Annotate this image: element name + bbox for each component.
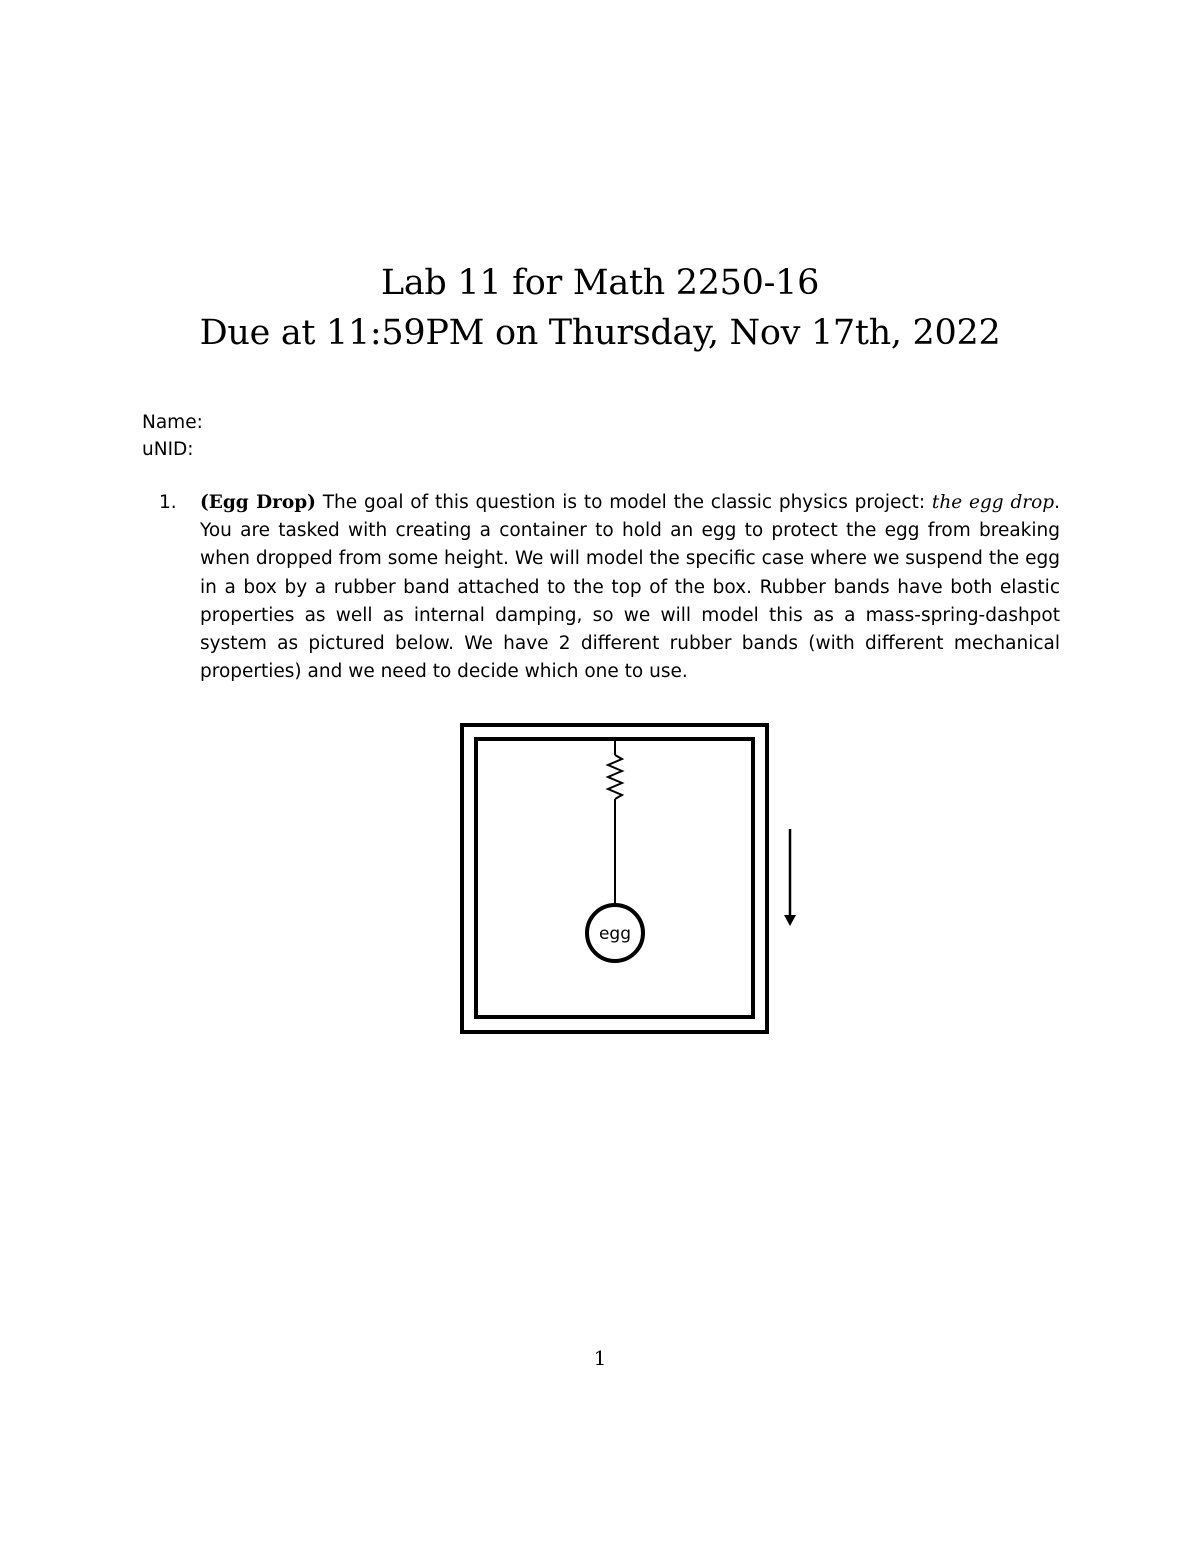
question-text (200, 489, 1060, 686)
page-number: 1 (593, 1346, 607, 1370)
document-title: Lab 11 for Math 2250-16 (380, 263, 820, 303)
question-number: 1. (159, 492, 177, 513)
student-fields (142, 409, 203, 463)
egg-drop-diagram (455, 718, 815, 1038)
title-block (0, 258, 1200, 358)
egg-label: egg (598, 924, 632, 944)
question-emphasis: the egg drop (931, 492, 1055, 513)
question-heading-open: ( (200, 492, 209, 513)
down-arrow-icon (784, 915, 796, 926)
egg-drop-figure (455, 718, 815, 1042)
spring-icon (608, 755, 622, 799)
question-heading: Egg Drop (208, 492, 308, 513)
question-text-body: . You are tasked with creating a container to hold an egg to protect the egg from breaking when dropped from some height. We will model the specific case where we suspend the egg in a box by a rubber band attached to the top of the box. Rubber bands have both elastic properties as well as internal damping, so we will model this as a mass-spring-dashpot system as pictured below. We have 2 different rubber bands (with different mechanical properties) and we need to decide which one to use. (200, 492, 1061, 683)
question-heading-close: ) (307, 492, 316, 513)
due-date: Due at 11:59PM on Thursday, Nov 17th, 2022 (199, 313, 1001, 353)
question-text-intro: The goal of this question is to model the classic physics project: (315, 492, 932, 513)
unid-label: uNID: (142, 439, 194, 460)
name-label: Name: (142, 412, 203, 433)
